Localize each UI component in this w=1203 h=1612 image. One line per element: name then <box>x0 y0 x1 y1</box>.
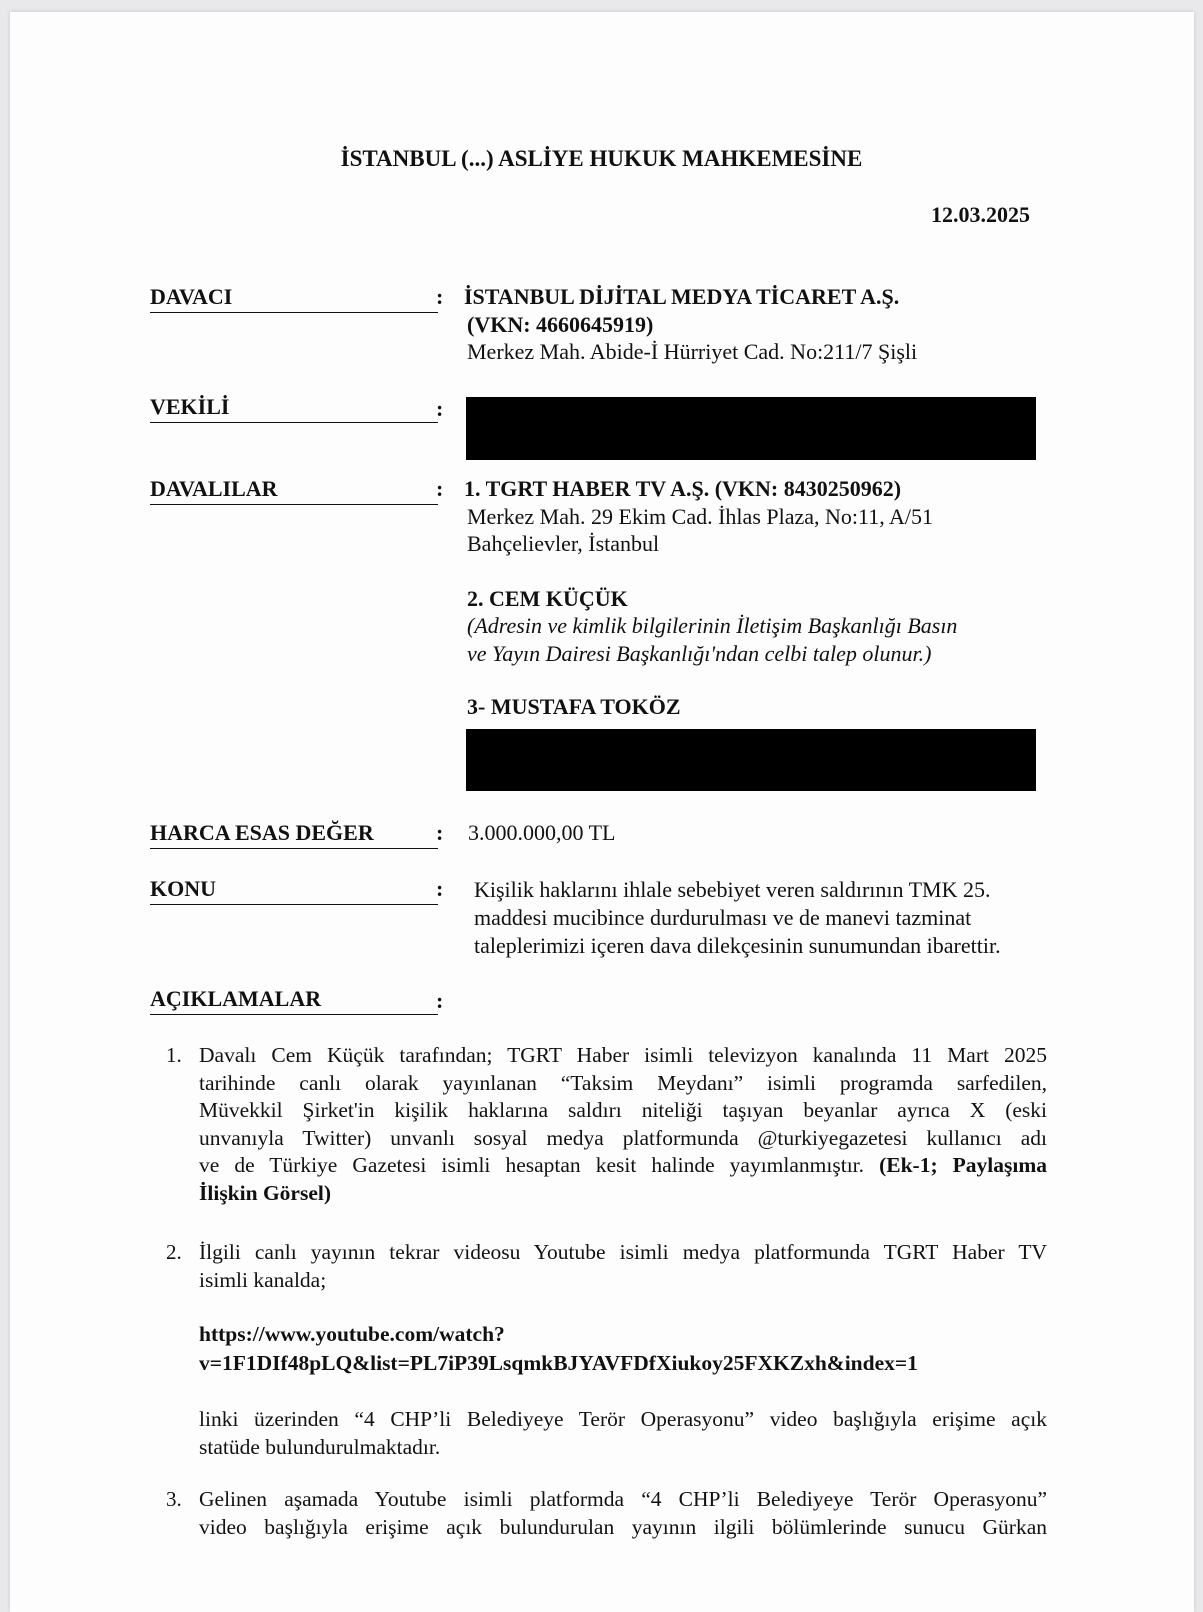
defendant-2-name: 2. CEM KÜÇÜK <box>467 586 628 611</box>
fee-basis-label-underline <box>150 848 438 849</box>
fee-basis-value: 3.000.000,00 TL <box>468 820 616 845</box>
defendant-3-name: 3- MUSTAFA TOKÖZ <box>467 694 681 719</box>
plaintiff-address: Merkez Mah. Abide-İ Hürriyet Cad. No:211/7 Şişli <box>467 339 918 364</box>
attorney-label: VEKİLİ <box>150 394 230 419</box>
subject-line-3: taleplerimizi içeren dava dilekçesinin sunumundan ibarettir. <box>474 933 1001 958</box>
plaintiff-tax-no: (VKN: 4660645919) <box>467 312 654 337</box>
explanation-1-line-3: Müvekkil Şirket'in kişilik haklarına saldırı niteliği taşıyan beyanlar ayrıca X (eski <box>199 1098 1047 1122</box>
explanation-2-paragraph <box>199 1239 1047 1294</box>
explanation-3-number: 3. <box>166 1487 182 1511</box>
subject-label: KONU <box>150 876 216 901</box>
explanation-1-annex-ref: (Ek-1; Paylaşıma <box>879 1153 1047 1177</box>
plaintiff-name: İSTANBUL DİJİTAL MEDYA TİCARET A.Ş. <box>464 284 900 309</box>
plaintiff-label-underline <box>150 312 438 313</box>
explanation-3-paragraph <box>199 1486 1047 1541</box>
explanation-1-number: 1. <box>166 1043 182 1067</box>
defendant-1-address-line-2: Bahçelievler, İstanbul <box>467 531 660 556</box>
defendants-label: DAVALILAR <box>150 476 278 501</box>
defendant-1-name: 1. TGRT HABER TV A.Ş. (VKN: 8430250962) <box>464 476 902 501</box>
explanation-1-line-2: tarihinde canlı olarak yayınlanan “Taksim Meydanı” isimli programda sarfedilen, <box>199 1070 1047 1095</box>
plaintiff-colon: : <box>436 284 444 309</box>
explanation-1-line-4: unvanıyla Twitter) unvanlı sosyal medya platformunda @turkiyegazetesi kullanıcı adı <box>199 1125 1047 1150</box>
defendant-2-note-line-2: ve Yayın Dairesi Başkanlığı'ndan celbi talep olunur.) <box>467 641 932 666</box>
explanation-3-line-2: video başlığıyla erişime açık bulundurulan yayının ilgili bölümlerinde sunucu Gürkan <box>199 1514 1047 1539</box>
subject-line-2: maddesi mucibince durdurulması ve de manevi tazminat <box>474 905 972 930</box>
explanation-1-line-1: Davalı Cem Küçük tarafından; TGRT Haber isimli televizyon kanalında 11 Mart 2025 <box>199 1043 1047 1067</box>
subject-line-1: Kişilik haklarını ihlale sebebiyet veren saldırının TMK 25. <box>474 877 991 902</box>
subject-label-underline <box>150 904 438 905</box>
fee-basis-label: HARCA ESAS DEĞER <box>150 820 374 845</box>
attorney-label-underline <box>150 422 438 423</box>
explanation-3-line-1: Gelinen aşamada Youtube isimli platformda “4 CHP’li Belediyeye Terör Operasyonu” <box>199 1487 1047 1511</box>
explanation-2-line-3: linki üzerinden “4 CHP’li Belediyeye Terör Operasyonu” video başlığıyla erişime açık <box>199 1407 1047 1431</box>
plaintiff-label: DAVACI <box>150 284 233 309</box>
defendant-3-redaction <box>466 729 1036 791</box>
defendants-colon: : <box>436 476 444 501</box>
fee-basis-colon: : <box>436 820 444 845</box>
defendant-1-address-line-1: Merkez Mah. 29 Ekim Cad. İhlas Plaza, No:11, A/51 <box>467 504 933 529</box>
document-date: 12.03.2025 <box>931 202 1030 227</box>
explanations-label: AÇIKLAMALAR <box>150 986 322 1011</box>
explanation-2-number: 2. <box>166 1240 182 1264</box>
defendant-2-note-line-1: (Adresin ve kimlik bilgilerinin İletişim Başkanlığı Basın <box>467 613 958 638</box>
explanation-1-annex-ref-cont: İlişkin Görsel) <box>199 1180 332 1205</box>
explanations-label-underline <box>150 1014 438 1015</box>
youtube-link-line-2[interactable]: v=1F1DIf48pLQ&list=PL7iP39LsqmkBJYAVFDfXiukoy25FXKZxh&index=1 <box>199 1351 918 1375</box>
attorney-redaction <box>466 397 1036 460</box>
explanations-colon: : <box>436 988 444 1013</box>
defendants-label-underline <box>150 504 438 505</box>
explanation-2-line-2: isimli kanalda; <box>199 1267 327 1292</box>
subject-colon: : <box>436 876 444 901</box>
explanation-2-line-4: statüde bulundurulmaktadır. <box>199 1434 441 1459</box>
youtube-link-line-1[interactable]: https://www.youtube.com/watch? <box>199 1322 505 1346</box>
attorney-colon: : <box>436 396 444 421</box>
explanation-2-paragraph-cont <box>199 1406 1047 1461</box>
explanation-2-line-1: İlgili canlı yayının tekrar videosu Youtube isimli medya platformunda TGRT Haber TV <box>199 1240 1047 1264</box>
explanation-1-line-5 <box>199 1152 1047 1180</box>
court-title: İSTANBUL (...) ASLİYE HUKUK MAHKEMESİNE <box>340 146 863 171</box>
explanation-1-line-5-text: ve de Türkiye Gazetesi isimli hesaptan kesit halinde yayımlanmıştır. <box>199 1153 865 1177</box>
explanation-1-paragraph <box>199 1042 1047 1207</box>
